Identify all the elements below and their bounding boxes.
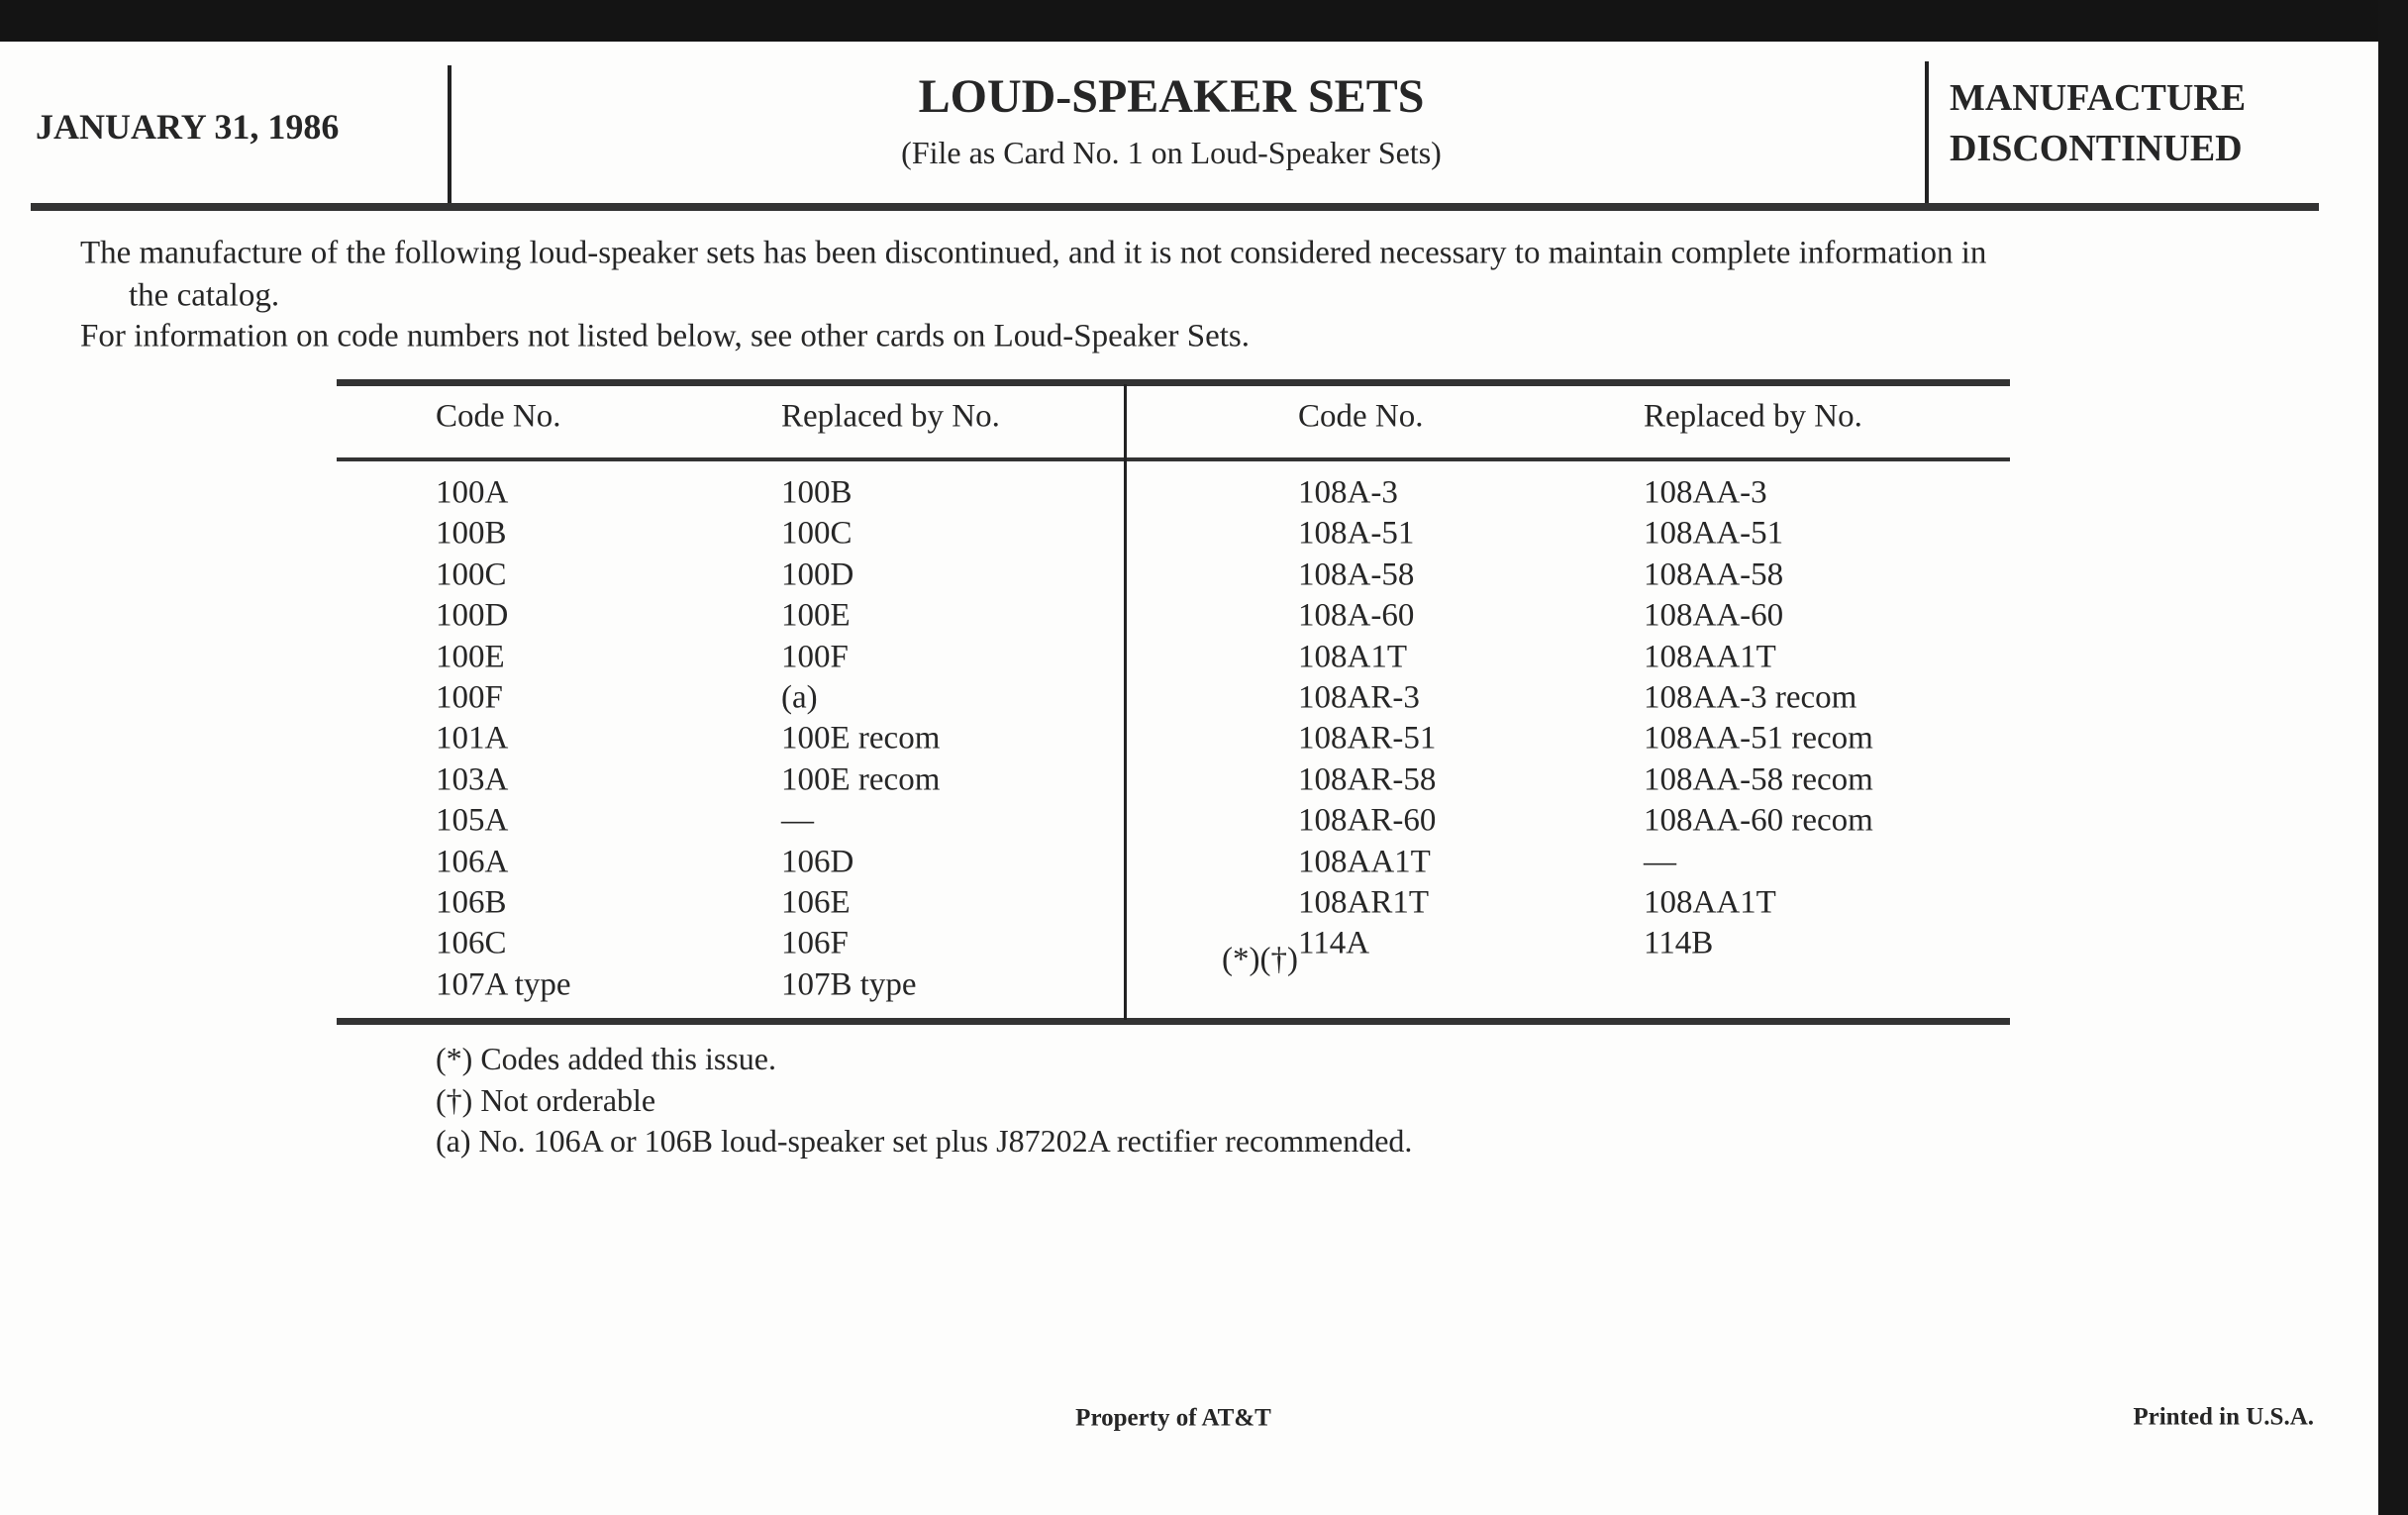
code-cell: 108AA1T xyxy=(1298,844,1431,880)
replacement-cell: 108AA1T xyxy=(1644,884,1776,921)
replacement-cell: 108AA-51 xyxy=(1644,515,1784,552)
code-cell: 114A xyxy=(1298,925,1370,961)
header-divider-right xyxy=(1925,61,1929,206)
code-cell: 108AR1T xyxy=(1298,884,1429,921)
replacement-cell: 100F xyxy=(781,639,849,675)
intro-line-2: the catalog. xyxy=(129,277,280,314)
replacement-cell: 108AA-58 recom xyxy=(1644,761,1873,798)
header-divider-left xyxy=(448,65,452,208)
footnote: (a) No. 106A or 106B loud-speaker set plus J87202A rectifier recommended. xyxy=(436,1123,1413,1159)
code-cell: 100D xyxy=(436,597,509,634)
column-header: Code No. xyxy=(436,398,561,435)
footnote: (†) Not orderable xyxy=(436,1082,656,1118)
replacement-cell: 100B xyxy=(781,474,853,511)
header-rule xyxy=(31,203,2319,211)
table-header-rule xyxy=(337,457,2010,461)
code-cell: 108A-58 xyxy=(1298,556,1415,593)
replacement-cell: 108AA-60 xyxy=(1644,597,1784,634)
issue-date: JANUARY 31, 1986 xyxy=(36,107,340,147)
replacement-cell: — xyxy=(1644,844,1676,880)
footer-printed: Printed in U.S.A. xyxy=(2133,1403,2314,1431)
replacement-cell: 100E recom xyxy=(781,761,941,798)
replacement-cell: 106D xyxy=(781,844,854,880)
footnote-markers: (*)(†) xyxy=(1222,942,1298,978)
code-cell: 107A type xyxy=(436,966,571,1003)
replacement-cell: 107B type xyxy=(781,966,917,1003)
status-line-2: DISCONTINUED xyxy=(1950,128,2243,169)
code-cell: 100E xyxy=(436,639,505,675)
replacement-cell: 108AA-60 recom xyxy=(1644,802,1873,839)
scan-border-right xyxy=(2378,0,2408,1515)
status-line-1: MANUFACTURE xyxy=(1950,77,2247,119)
intro-line-3: For information on code numbers not listed below, see other cards on Loud-Speaker Sets. xyxy=(80,318,1251,354)
code-cell: 105A xyxy=(436,802,509,839)
intro-line-1: The manufacture of the following loud-speaker sets has been discontinued, and it is not considered necessary to maintain complete information in xyxy=(80,235,1987,271)
replacement-cell: 100E recom xyxy=(781,720,941,757)
page-title: LOUD-SPEAKER SETS xyxy=(918,70,1425,123)
code-cell: 108AR-51 xyxy=(1298,720,1437,757)
replacement-cell: 114B xyxy=(1644,925,1714,961)
code-cell: 108AR-3 xyxy=(1298,679,1420,716)
footer-property: Property of AT&T xyxy=(1075,1404,1271,1432)
code-cell: 100A xyxy=(436,474,509,511)
replacement-cell: 108AA-51 recom xyxy=(1644,720,1873,757)
code-cell: 103A xyxy=(436,761,509,798)
replacement-cell: 108AA-3 recom xyxy=(1644,679,1857,716)
column-header: Replaced by No. xyxy=(781,398,1000,435)
page-subtitle: (File as Card No. 1 on Loud-Speaker Sets) xyxy=(901,135,1442,170)
table-column-divider xyxy=(1124,384,1127,1020)
code-cell: 106B xyxy=(436,884,507,921)
replacement-cell: 108AA-3 xyxy=(1644,474,1767,511)
footnote: (*) Codes added this issue. xyxy=(436,1041,776,1076)
replacement-cell: 100E xyxy=(781,597,851,634)
replacement-cell: 100C xyxy=(781,515,853,552)
code-cell: 108A-3 xyxy=(1298,474,1398,511)
replacement-cell: 108AA1T xyxy=(1644,639,1776,675)
replacement-cell: — xyxy=(781,802,814,839)
replacement-cell: 100D xyxy=(781,556,854,593)
replacement-cell: (a) xyxy=(781,679,818,716)
column-header: Code No. xyxy=(1298,398,1424,435)
column-header: Replaced by No. xyxy=(1644,398,1862,435)
replacement-cell: 108AA-58 xyxy=(1644,556,1784,593)
code-cell: 101A xyxy=(436,720,509,757)
replacement-cell: 106F xyxy=(781,925,849,961)
code-cell: 108AR-58 xyxy=(1298,761,1437,798)
table-top-rule xyxy=(337,379,2010,386)
code-cell: 100F xyxy=(436,679,503,716)
replacement-cell: 106E xyxy=(781,884,851,921)
code-cell: 108A-60 xyxy=(1298,597,1415,634)
code-cell: 100C xyxy=(436,556,507,593)
code-cell: 108A1T xyxy=(1298,639,1407,675)
code-cell: 108AR-60 xyxy=(1298,802,1437,839)
code-cell: 106A xyxy=(436,844,509,880)
table-bottom-rule xyxy=(337,1018,2010,1025)
code-cell: 106C xyxy=(436,925,507,961)
code-cell: 100B xyxy=(436,515,507,552)
scan-border-top xyxy=(0,0,2408,42)
code-cell: 108A-51 xyxy=(1298,515,1415,552)
